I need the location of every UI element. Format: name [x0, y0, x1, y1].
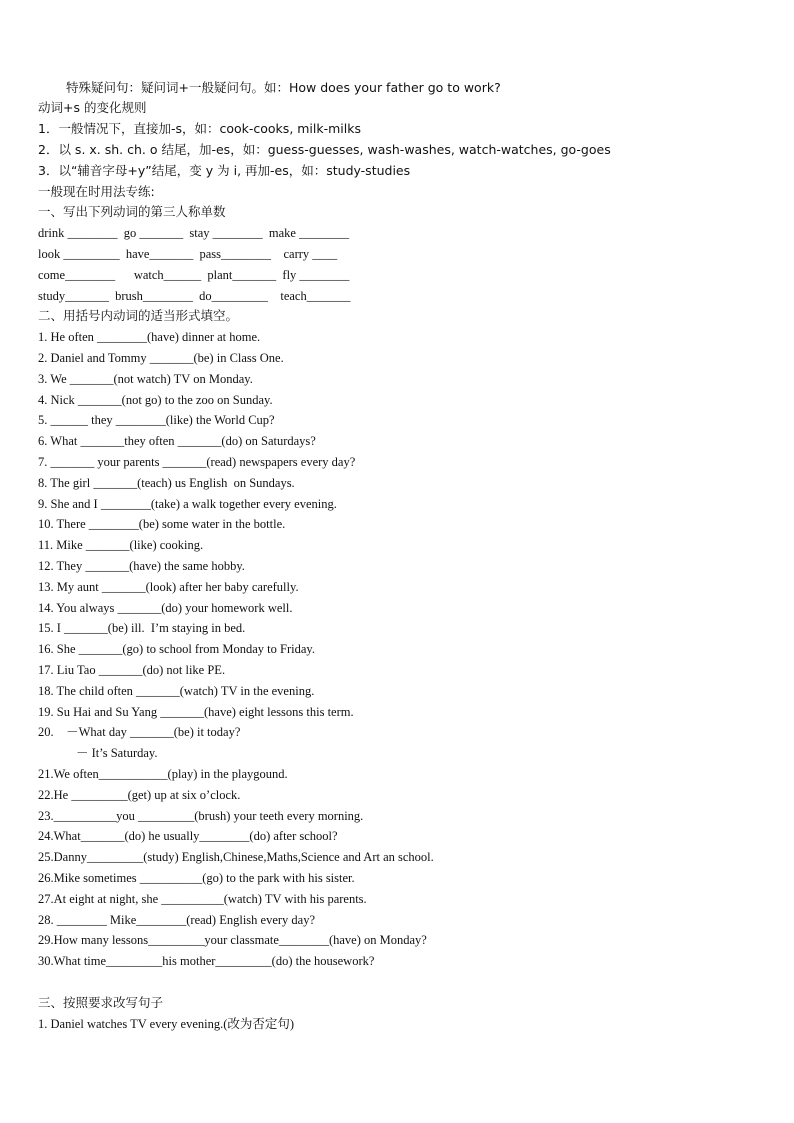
rules-title: 动词+s 的变化规则 [38, 100, 147, 115]
verb-row: study_______ brush________ do_________ teach_______ [38, 289, 351, 303]
exercise-item: 9. She and I ________(take) a walk together every evening. [38, 497, 337, 511]
exercise-item: 26.Mike sometimes __________(go) to the park with his sister. [38, 871, 355, 885]
exercise-item: 7. _______ your parents _______(read) newspapers every day? [38, 455, 356, 469]
verb-row: come________ watch______ plant_______ fly ________ [38, 268, 350, 282]
rewrite-item: 1. Daniel watches TV every evening.(改为否定句) [38, 1017, 295, 1031]
section-2-title: 二、用括号内动词的适当形式填空。 [38, 308, 239, 323]
exercise-item: 11. Mike _______(like) cooking. [38, 538, 204, 552]
exercise-item: 24.What_______(do) he usually________(do) after school? [38, 829, 338, 843]
exercise-item: 27.At eight at night, she __________(watch) TV with his parents. [38, 892, 367, 906]
exercise-item: 29.How many lessons_________your classmate________(have) on Monday? [38, 933, 427, 947]
exercise-item: 25.Danny_________(study) English,Chinese,Maths,Science and Art an school. [38, 850, 434, 864]
exercise-item: 18. The child often _______(watch) TV in the evening. [38, 684, 315, 698]
exercise-item: 4. Nick _______(not go) to the zoo on Sunday. [38, 393, 273, 407]
rule-2: 2．以 s. x. sh. ch. o 结尾，加-es，如：guess-guesses, wash-washes, watch-watches, go-goes [38, 142, 611, 157]
exercise-item: 16. She _______(go) to school from Monday to Friday. [38, 642, 315, 656]
exercise-item: 17. Liu Tao _______(do) not like PE. [38, 663, 226, 677]
exercise-item: 15. I _______(be) ill. I’m staying in bed. [38, 621, 246, 635]
exercise-item-20-reply: － It’s Saturday. [76, 746, 158, 760]
exercise-item: 1. He often ________(have) dinner at home. [38, 330, 261, 344]
verb-row: look _________ have_______ pass________ carry ____ [38, 247, 338, 261]
exercise-item: 22.He _________(get) up at six o’clock. [38, 788, 241, 802]
exercise-item: 14. You always _______(do) your homework well. [38, 601, 293, 615]
exercise-item: 19. Su Hai and Su Yang _______(have) eight lessons this term. [38, 705, 354, 719]
practice-title: 一般现在时用法专练: [38, 184, 155, 199]
exercise-item: 2. Daniel and Tommy _______(be) in Class One. [38, 351, 284, 365]
rule-1: 1．一般情况下，直接加-s，如：cook-cooks, milk-milks [38, 121, 362, 136]
exercise-item: 3. We _______(not watch) TV on Monday. [38, 372, 253, 386]
section-1-title: 一、写出下列动词的第三人称单数 [38, 204, 226, 219]
rule-3: 3．以“辅音字母+y”结尾，变 y 为 i, 再加-es，如：study-studies [38, 163, 411, 178]
section-3-title: 三、按照要求改写句子 [38, 995, 164, 1010]
exercise-item: 6. What _______they often _______(do) on Saturdays? [38, 434, 316, 448]
exercise-item: 8. The girl _______(teach) us English on Sundays. [38, 476, 295, 490]
verb-row: drink ________ go _______ stay ________ make ________ [38, 226, 350, 240]
exercise-item: 20. －What day _______(be) it today? [38, 725, 241, 739]
exercise-item: 23.__________you _________(brush) your teeth every morning. [38, 809, 364, 823]
exercise-item: 28. ________ Mike________(read) English every day? [38, 913, 316, 927]
exercise-item: 5. ______ they ________(like) the World Cup? [38, 413, 275, 427]
exercise-item: 12. They _______(have) the same hobby. [38, 559, 245, 573]
exercise-item: 10. There ________(be) some water in the bottle. [38, 517, 286, 531]
exercise-item: 13. My aunt _______(look) after her baby carefully. [38, 580, 299, 594]
special-question-rule: 特殊疑问句：疑问词+一般疑问句。如：How does your father go to work? [66, 80, 501, 95]
exercise-item: 21.We often___________(play) in the playgound. [38, 767, 288, 781]
exercise-item: 30.What time_________his mother_________(do) the housework? [38, 954, 375, 968]
